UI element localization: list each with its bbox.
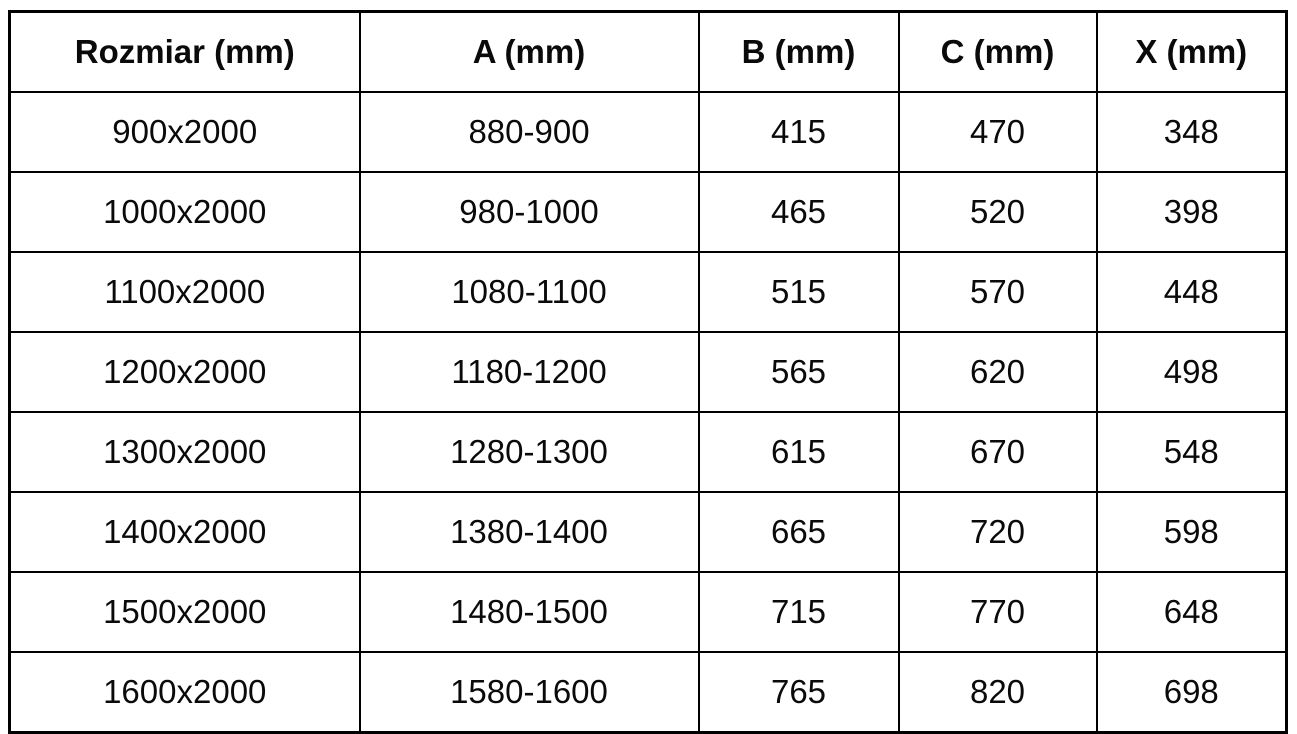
table-cell: 1000x2000 [10,172,360,252]
table-cell: 720 [899,492,1097,572]
table-row [10,332,1287,412]
table-cell: 448 [1097,252,1287,332]
header-cell-a: A (mm) [360,12,699,93]
table-cell: 1600x2000 [10,652,360,733]
table-cell: 1280-1300 [360,412,699,492]
header-cell-c: C (mm) [899,12,1097,93]
table-cell: 548 [1097,412,1287,492]
table-cell: 1480-1500 [360,572,699,652]
table-cell: 665 [699,492,899,572]
table-cell: 900x2000 [10,92,360,172]
table-cell: 1300x2000 [10,412,360,492]
header-cell-rozmiar: Rozmiar (mm) [10,12,360,93]
table-cell: 648 [1097,572,1287,652]
table-cell: 498 [1097,332,1287,412]
table-cell: 570 [899,252,1097,332]
header-cell-b: B (mm) [699,12,899,93]
table-cell: 770 [899,572,1097,652]
table-cell: 1100x2000 [10,252,360,332]
table-cell: 1580-1600 [360,652,699,733]
header-row [10,12,1287,93]
table-row [10,572,1287,652]
table-cell: 765 [699,652,899,733]
table-cell: 1500x2000 [10,572,360,652]
table-body [10,92,1287,733]
table-cell: 515 [699,252,899,332]
table-row [10,492,1287,572]
table-row [10,412,1287,492]
table-row [10,172,1287,252]
table-cell: 1080-1100 [360,252,699,332]
table-cell: 1380-1400 [360,492,699,572]
table-cell: 1400x2000 [10,492,360,572]
table-cell: 715 [699,572,899,652]
table-cell: 820 [899,652,1097,733]
table-cell: 465 [699,172,899,252]
table-cell: 615 [699,412,899,492]
table-cell: 980-1000 [360,172,699,252]
table-cell: 880-900 [360,92,699,172]
table-row [10,252,1287,332]
dimensions-table [8,10,1288,734]
table-cell: 670 [899,412,1097,492]
header-cell-x: X (mm) [1097,12,1287,93]
table-cell: 565 [699,332,899,412]
table-cell: 620 [899,332,1097,412]
table-cell: 415 [699,92,899,172]
table-row [10,652,1287,733]
table-row [10,92,1287,172]
table-cell: 398 [1097,172,1287,252]
table-cell: 598 [1097,492,1287,572]
table-cell: 1180-1200 [360,332,699,412]
table-cell: 698 [1097,652,1287,733]
table-cell: 348 [1097,92,1287,172]
table-cell: 1200x2000 [10,332,360,412]
table-cell: 520 [899,172,1097,252]
table-cell: 470 [899,92,1097,172]
